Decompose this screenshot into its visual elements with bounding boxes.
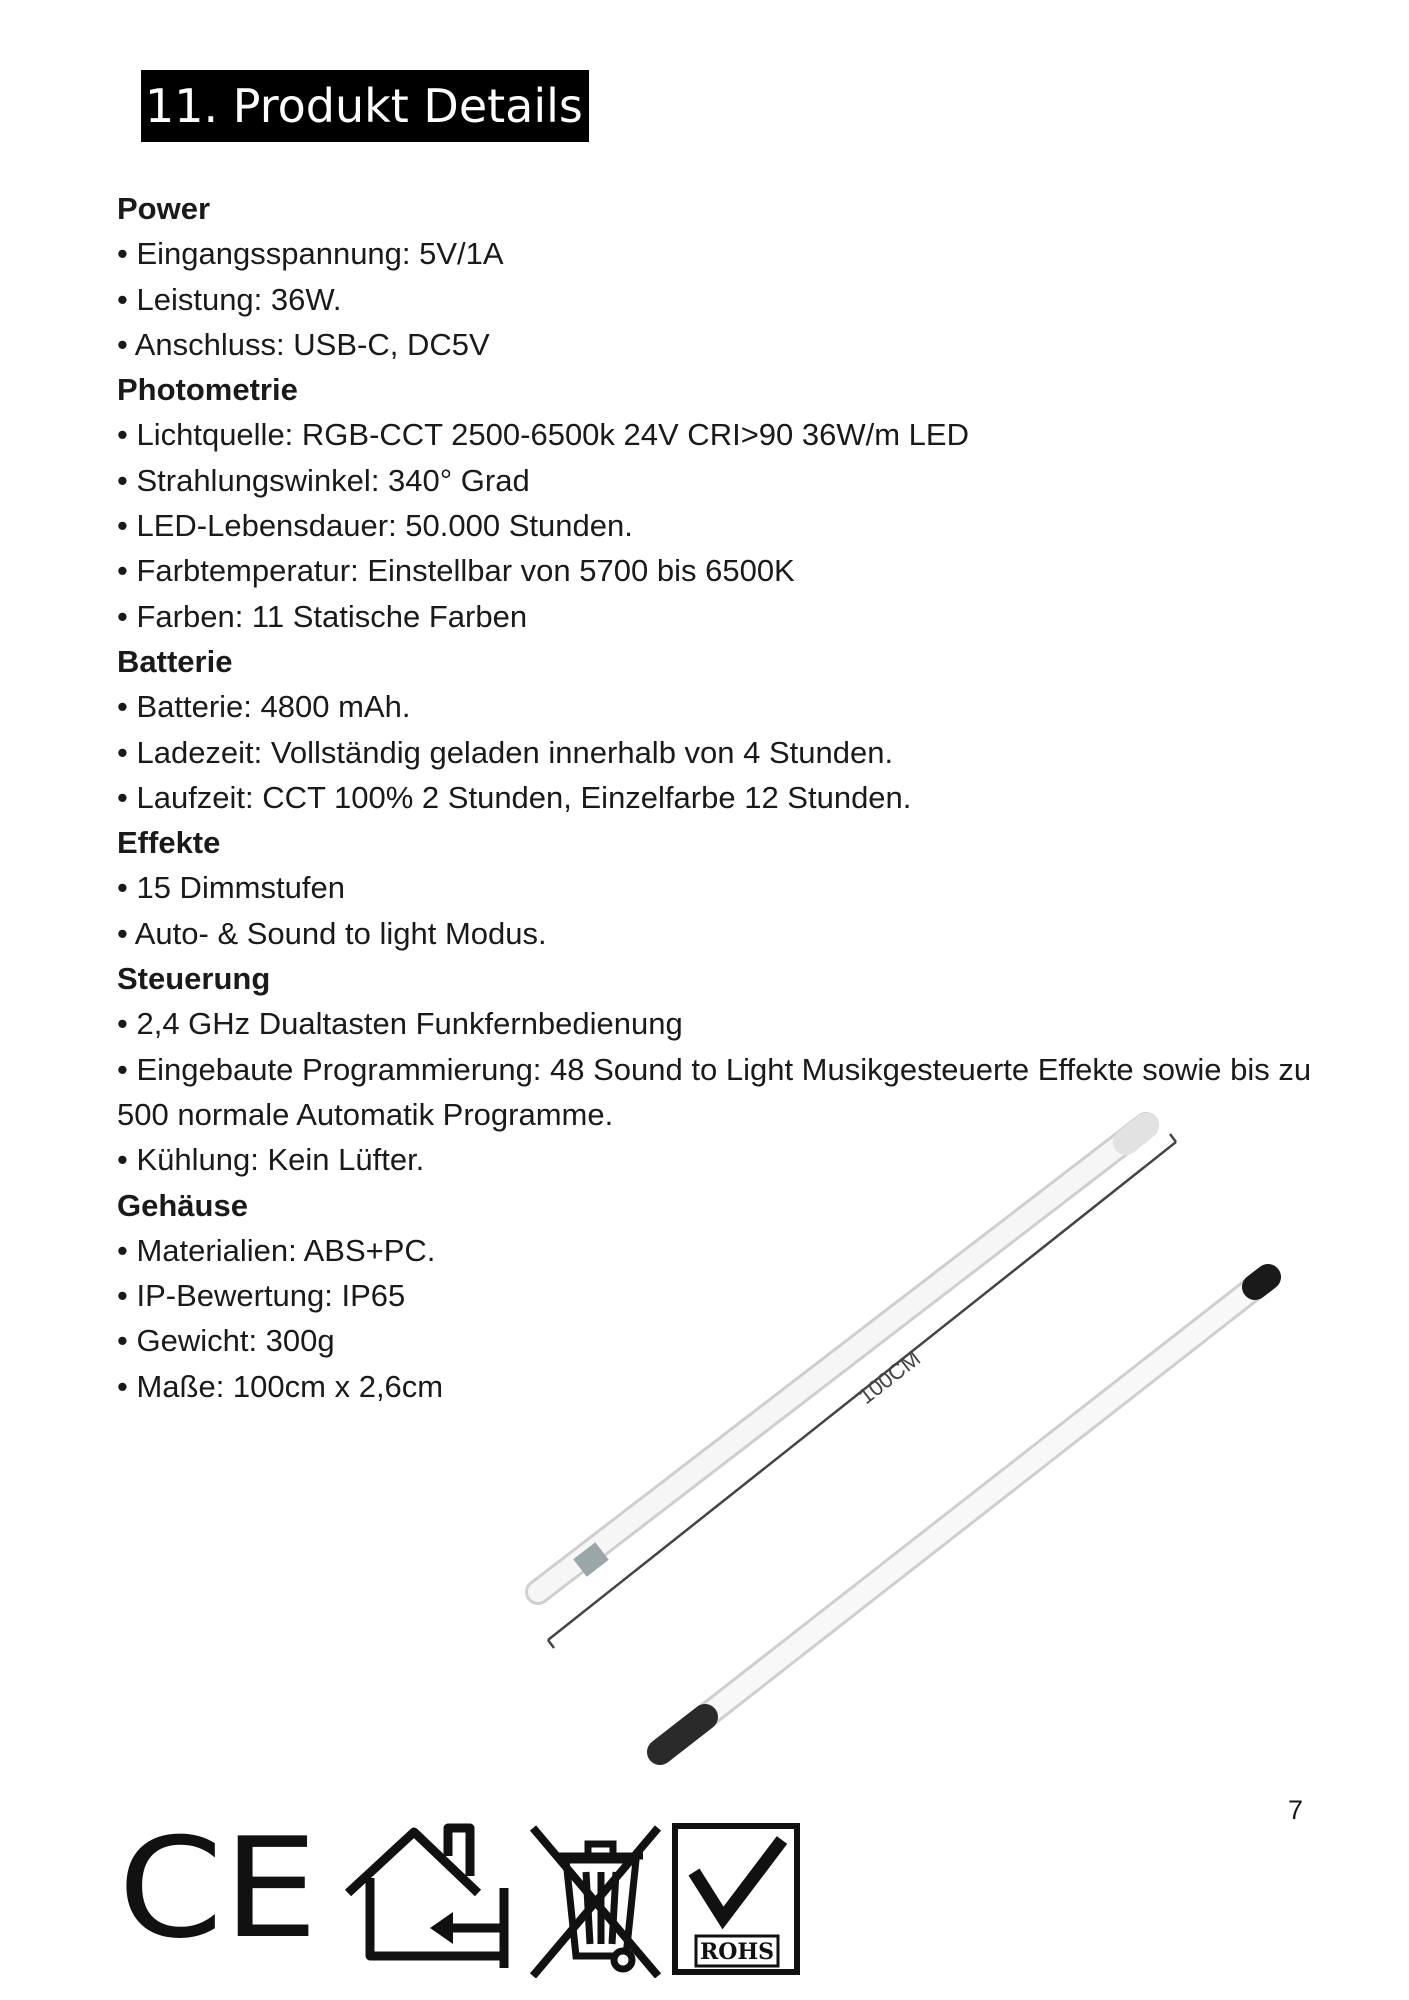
list-item: • 15 Dimmstufen [117,870,345,906]
product-illustration [520,1100,1400,1790]
section-heading: Batterie [117,643,233,679]
list-item: • Ladezeit: Vollständig geladen innerhalb von 4 Stunden. [117,734,894,770]
weee-crossed-bin-icon [533,1828,658,1976]
ce-mark-icon [118,1808,318,1969]
indoor-use-house-icon [348,1828,504,1968]
list-item: • Anschluss: USB-C, DC5V [117,326,490,362]
list-item: • Batterie: 4800 mAh. [117,689,411,725]
list-item: • Leistung: 36W. [117,281,342,317]
certification-logos [118,1808,818,1978]
list-item: • Strahlungswinkel: 340° Grad [117,462,530,498]
list-item: • LED-Lebensdauer: 50.000 Stunden. [117,508,633,544]
list-item: • Farben: 11 Statische Farben [117,598,528,634]
section-heading: Effekte [117,825,221,861]
list-item: • Materialien: ABS+PC. [117,1232,436,1268]
list-item: • Kühlung: Kein Lüfter. [117,1142,425,1178]
dimension-label: 100CM [853,1345,925,1409]
section-effekte [117,820,1337,956]
list-item: • 2,4 GHz Dualtasten Funkfernbedienung [117,1006,683,1042]
list-item: • Maße: 100cm x 2,6cm [117,1368,444,1404]
section-batterie [117,639,1337,820]
list-item: • IP-Bewertung: IP65 [117,1278,406,1314]
light-tube-1 [538,1125,1146,1592]
list-item: • Auto- & Sound to light Modus. [117,915,547,951]
list-item: • Eingebaute Programmierung: 48 Sound to Light Musikgesteuerte Effekte sowie bis zu 500 normale Automatik Programme. [117,1051,1312,1132]
list-item: • Laufzeit: CCT 100% 2 Stunden, Einzelfarbe 12 Stunden. [117,779,912,815]
page-title: 11. Produkt Details [141,70,589,142]
section-heading: Steuerung [117,961,271,997]
list-item: • Gewicht: 300g [117,1323,335,1359]
section-heading: Gehäuse [117,1187,248,1223]
list-item: • Eingangsspannung: 5V/1A [117,236,504,272]
section-heading: Power [117,191,211,226]
section-heading: Photometrie [117,372,298,408]
light-tube-2 [660,1277,1268,1752]
rohs-label: ROHS [699,1939,775,1965]
list-item: • Lichtquelle: RGB-CCT 2500-6500k 24V CRI>90 36W/m LED [117,417,969,453]
rohs-check-icon [675,1826,797,1972]
ce-label: CE [118,1808,318,1969]
section-power [117,186,1337,367]
page-number: 7 [1288,1795,1304,1825]
list-item: • Farbtemperatur: Einstellbar von 5700 bis 6500K [117,553,795,589]
section-photometrie [117,367,1337,639]
